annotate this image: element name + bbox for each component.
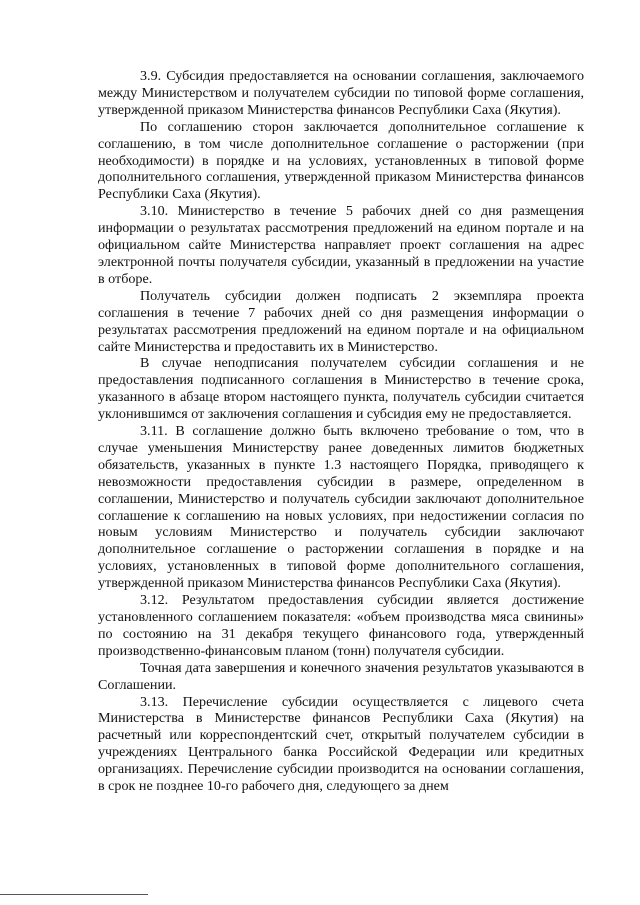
footnote-divider bbox=[0, 894, 148, 895]
paragraph-additional-agreement: По соглашению сторон заключается дополнительное соглашение к соглашению, в том числе дополнительное соглашение о расторжении (при необходимости) в порядке и на условиях, установленных в типовой форме дополнительного соглашения, утвержденной приказом Министерства финансов Республики Саха (Якутия). bbox=[98, 118, 584, 203]
paragraph-3-11: 3.11. В соглашение должно быть включено требование о том, что в случае уменьшения Министерству ранее доведенных лимитов бюджетных обязательств, указанных в пункте 1.3 настоящего Порядка, приводящего к невозможности предоставления субсидии в размере, определенном в соглашении, Министерство и получатель субсидии заключают дополнительное соглашение к соглашению на новых условиях, при недостижении согласия по новым условиям Министерство и получатель субсидии заключают дополнительное соглашение о расторжении соглашения в порядке и на условиях, установленных в типовой форме дополнительного соглашения, утвержденной приказом Министерства финансов Республики Саха (Якутия). bbox=[98, 423, 584, 592]
paragraph-non-signing: В случае неподписания получателем субсидии соглашения и не предоставления подписанного соглашения в Министерство в течение срока, указанного в абзаце втором настоящего пункта, получатель субсидии считается уклонившимся от заключения соглашения и субсидия ему не предоставляется. bbox=[98, 355, 584, 423]
paragraph-signing: Получатель субсидии должен подписать 2 экземпляра проекта соглашения в течение 7 рабочих дней со дня размещения информации о результатах рассмотрения предложений на едином портале и на официальном сайте Министерства и предоставить их в Министерство. bbox=[98, 287, 584, 355]
paragraph-3-13: 3.13. Перечисление субсидии осуществляется с лицевого счета Министерства в Министерстве финансов Республики Саха (Якутия) на расчетный или корреспондентский счет, открытый получателем субсидии в учреждениях Центрального банка Российской Федерации или кредитных организациях. Перечисление субсидии производится на основании соглашения, в срок не позднее 10-го рабочего дня, следующего за днем bbox=[98, 693, 584, 795]
paragraph-3-9: 3.9. Субсидия предоставляется на основании соглашения, заключаемого между Министерством и получателем субсидии по типовой форме соглашения, утвержденной приказом Министерства финансов Республики Саха (Якутия). bbox=[98, 68, 584, 118]
document-body bbox=[98, 68, 584, 795]
paragraph-completion-date: Точная дата завершения и конечного значения результатов указываются в Соглашении. bbox=[98, 659, 584, 693]
paragraph-3-12: 3.12. Результатом предоставления субсидии является достижение установленного соглашением показателя: «объем производства мяса свинины» по состоянию на 31 декабря текущего финансового года, утвержденный производственно-финансовым планом (тонн) получателя субсидии. bbox=[98, 592, 584, 659]
paragraph-3-10: 3.10. Министерство в течение 5 рабочих дней со дня размещения информации о результатах рассмотрения предложений на едином портале и на официальном сайте Министерства направляет проект соглашения на адрес электронной почты получателя субсидии, указанный в предложении на участие в отборе. bbox=[98, 203, 584, 287]
